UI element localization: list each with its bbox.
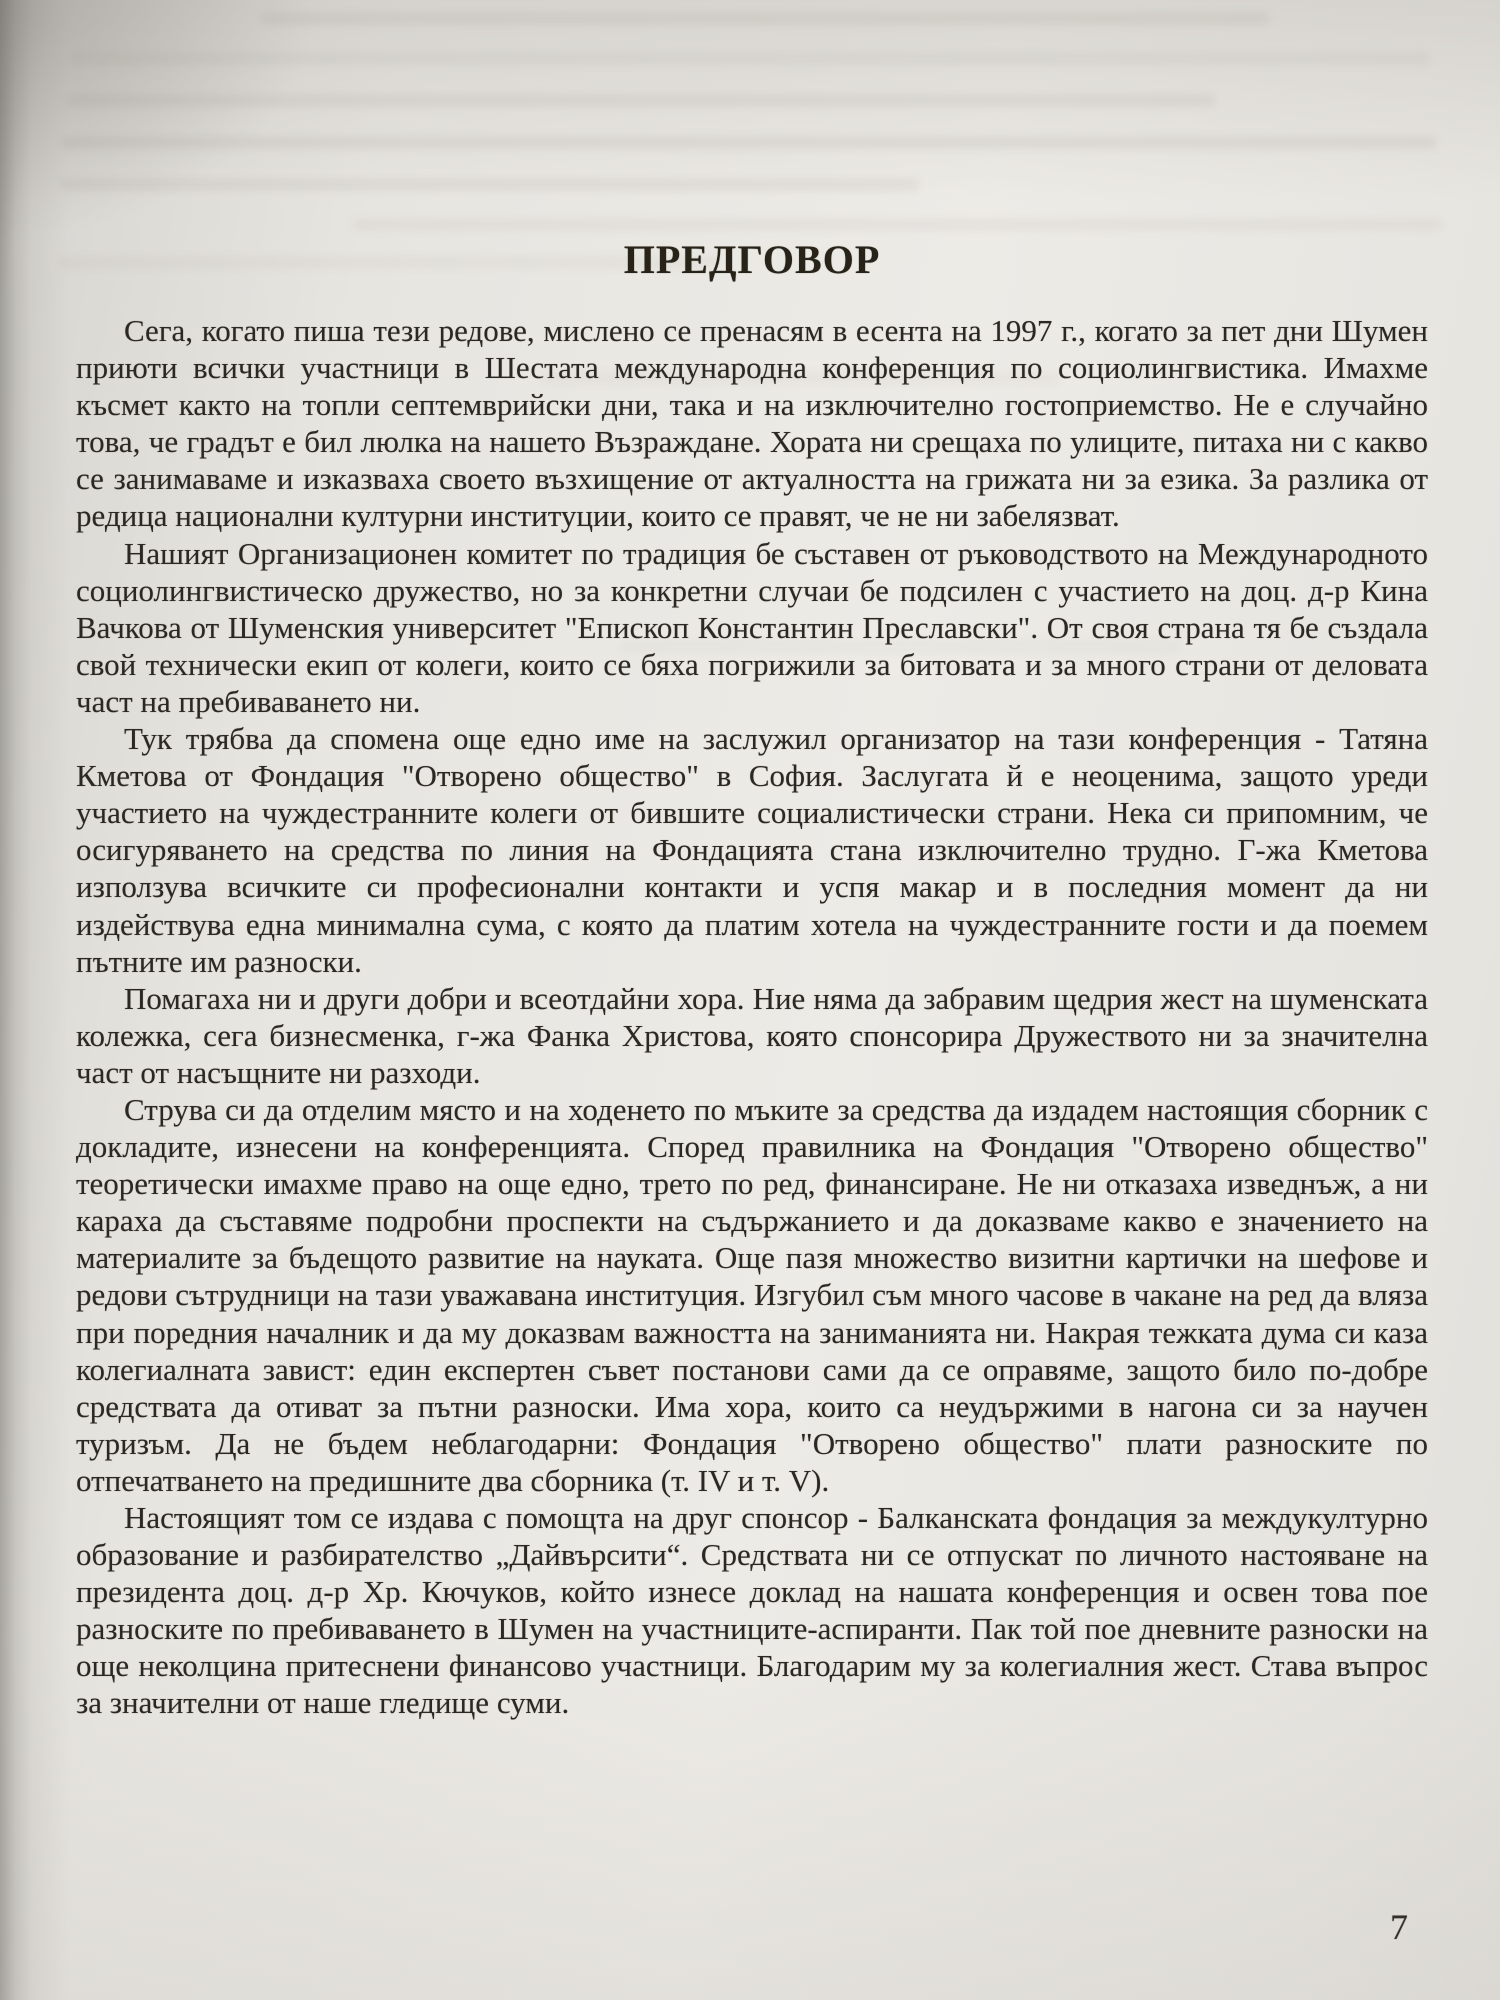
- paragraph-1: Сега, когато пиша тези редове, мислено се пренасям в есента на 1997 г., когато за пет дни Шумен приюти всички участници в Шестата международна конференция по социолингвистика. Имахме късмет както на топли септемврийски дни, така и на изключително гостоприемство. Не е случайно това, че градът е бил люлка на нашето Възраждане. Хората ни срещаха по улиците, питаха ни с какво се занимаваме и изказваха своето възхищение от актуалността на грижата ни за езика. За разлика от редица национални културни институции, които се правят, че не ни забелязват.: [76, 313, 1428, 534]
- paragraph-5: Струва си да отделим място и на ходенето по мъките за средства да издадем настоящия сборник с докладите, изнесени на конференцията. Според правилника на Фондация "Отворено общество" теоретически имахме право на още едно, трето по ред, финансиране. Не ни отказаха изведнъж, а ни караха да съставяме подробни проспекти на съдържанието и да доказваме какво е значението на материалите за бъдещото развитие на науката. Още пазя множество визитни картички на шефове и редови сътрудници на тази уважавана институция. Изгубил съм много часове в чакане на ред да вляза при поредния началник и да му доказвам важността на заниманията ни. Накрая тежката дума си каза колегиалната завист: един експертен съвет постанови сами да се оправяме, защото било по-добре средствата да отиват за пътни разноски. Има хора, които са неудържими в нагона си за научен туризъм. Да не бъдем неблагодарни: Фондация "Отворено общество" плати разноските по отпечатването на предишните два сборника (т. IV и т. V).: [76, 1091, 1428, 1498]
- page-title: ПРЕДГОВОР: [623, 237, 881, 282]
- page-body: [76, 238, 1428, 1722]
- paragraph-3: Тук трябва да спомена още едно име на заслужил организатор на тази конференция - Татяна Кметова от Фондация "Отворено общество" в София. Заслугата й е неоценима, защото уреди участието на чуждестранните колеги от бившите социалистически страни. Нека си припомним, че осигуряването на средства по линия на Фондацията стана изключително трудно. Г-жа Кметова използува всичките си професионални контакти и успя макар и в последния момент да ни издействува една минимална сума, с която да платим хотела на чуждестранните гости и да поемем пътните им разноски.: [76, 721, 1428, 979]
- paragraph-4: Помагаха ни и други добри и всеотдайни хора. Ние няма да забравим щедрия жест на шуменската колежка, сега бизнесменка, г-жа Фанка Христова, която спонсорира Дружеството ни за значителна част от насъщните ни разходи.: [76, 980, 1428, 1090]
- page-number: 7: [1390, 1907, 1408, 1947]
- paragraph-2: Нашият Организационен комитет по традиция бе съставен от ръководството на Международното социолингвистическо дружество, но за конкретни случаи бе подсилен с участието на доц. д-р Кина Вачкова от Шуменския университет "Епископ Константин Преславски". От своя страна тя бе създала свой технически екип от колеги, които се бяха погрижили за битовата и за много страни от деловата част на пребиваването ни.: [76, 535, 1428, 719]
- paragraph-6: Настоящият том се издава с помощта на друг спонсор - Балканската фондация за междукултурно образование и разбирателство „Дайвърсити“. Средствата ни се отпускат по личното настояване на президента доц. д-р Хр. Кючуков, който изнесе доклад на нашата конференция и освен това пое разноските по пребиваването в Шумен на участниците-аспиранти. Пак той пое дневните разноски на още неколцина притеснени финансово участници. Благодарим му за колегиалния жест. Става въпрос за значителни от наше гледище суми.: [76, 1500, 1428, 1721]
